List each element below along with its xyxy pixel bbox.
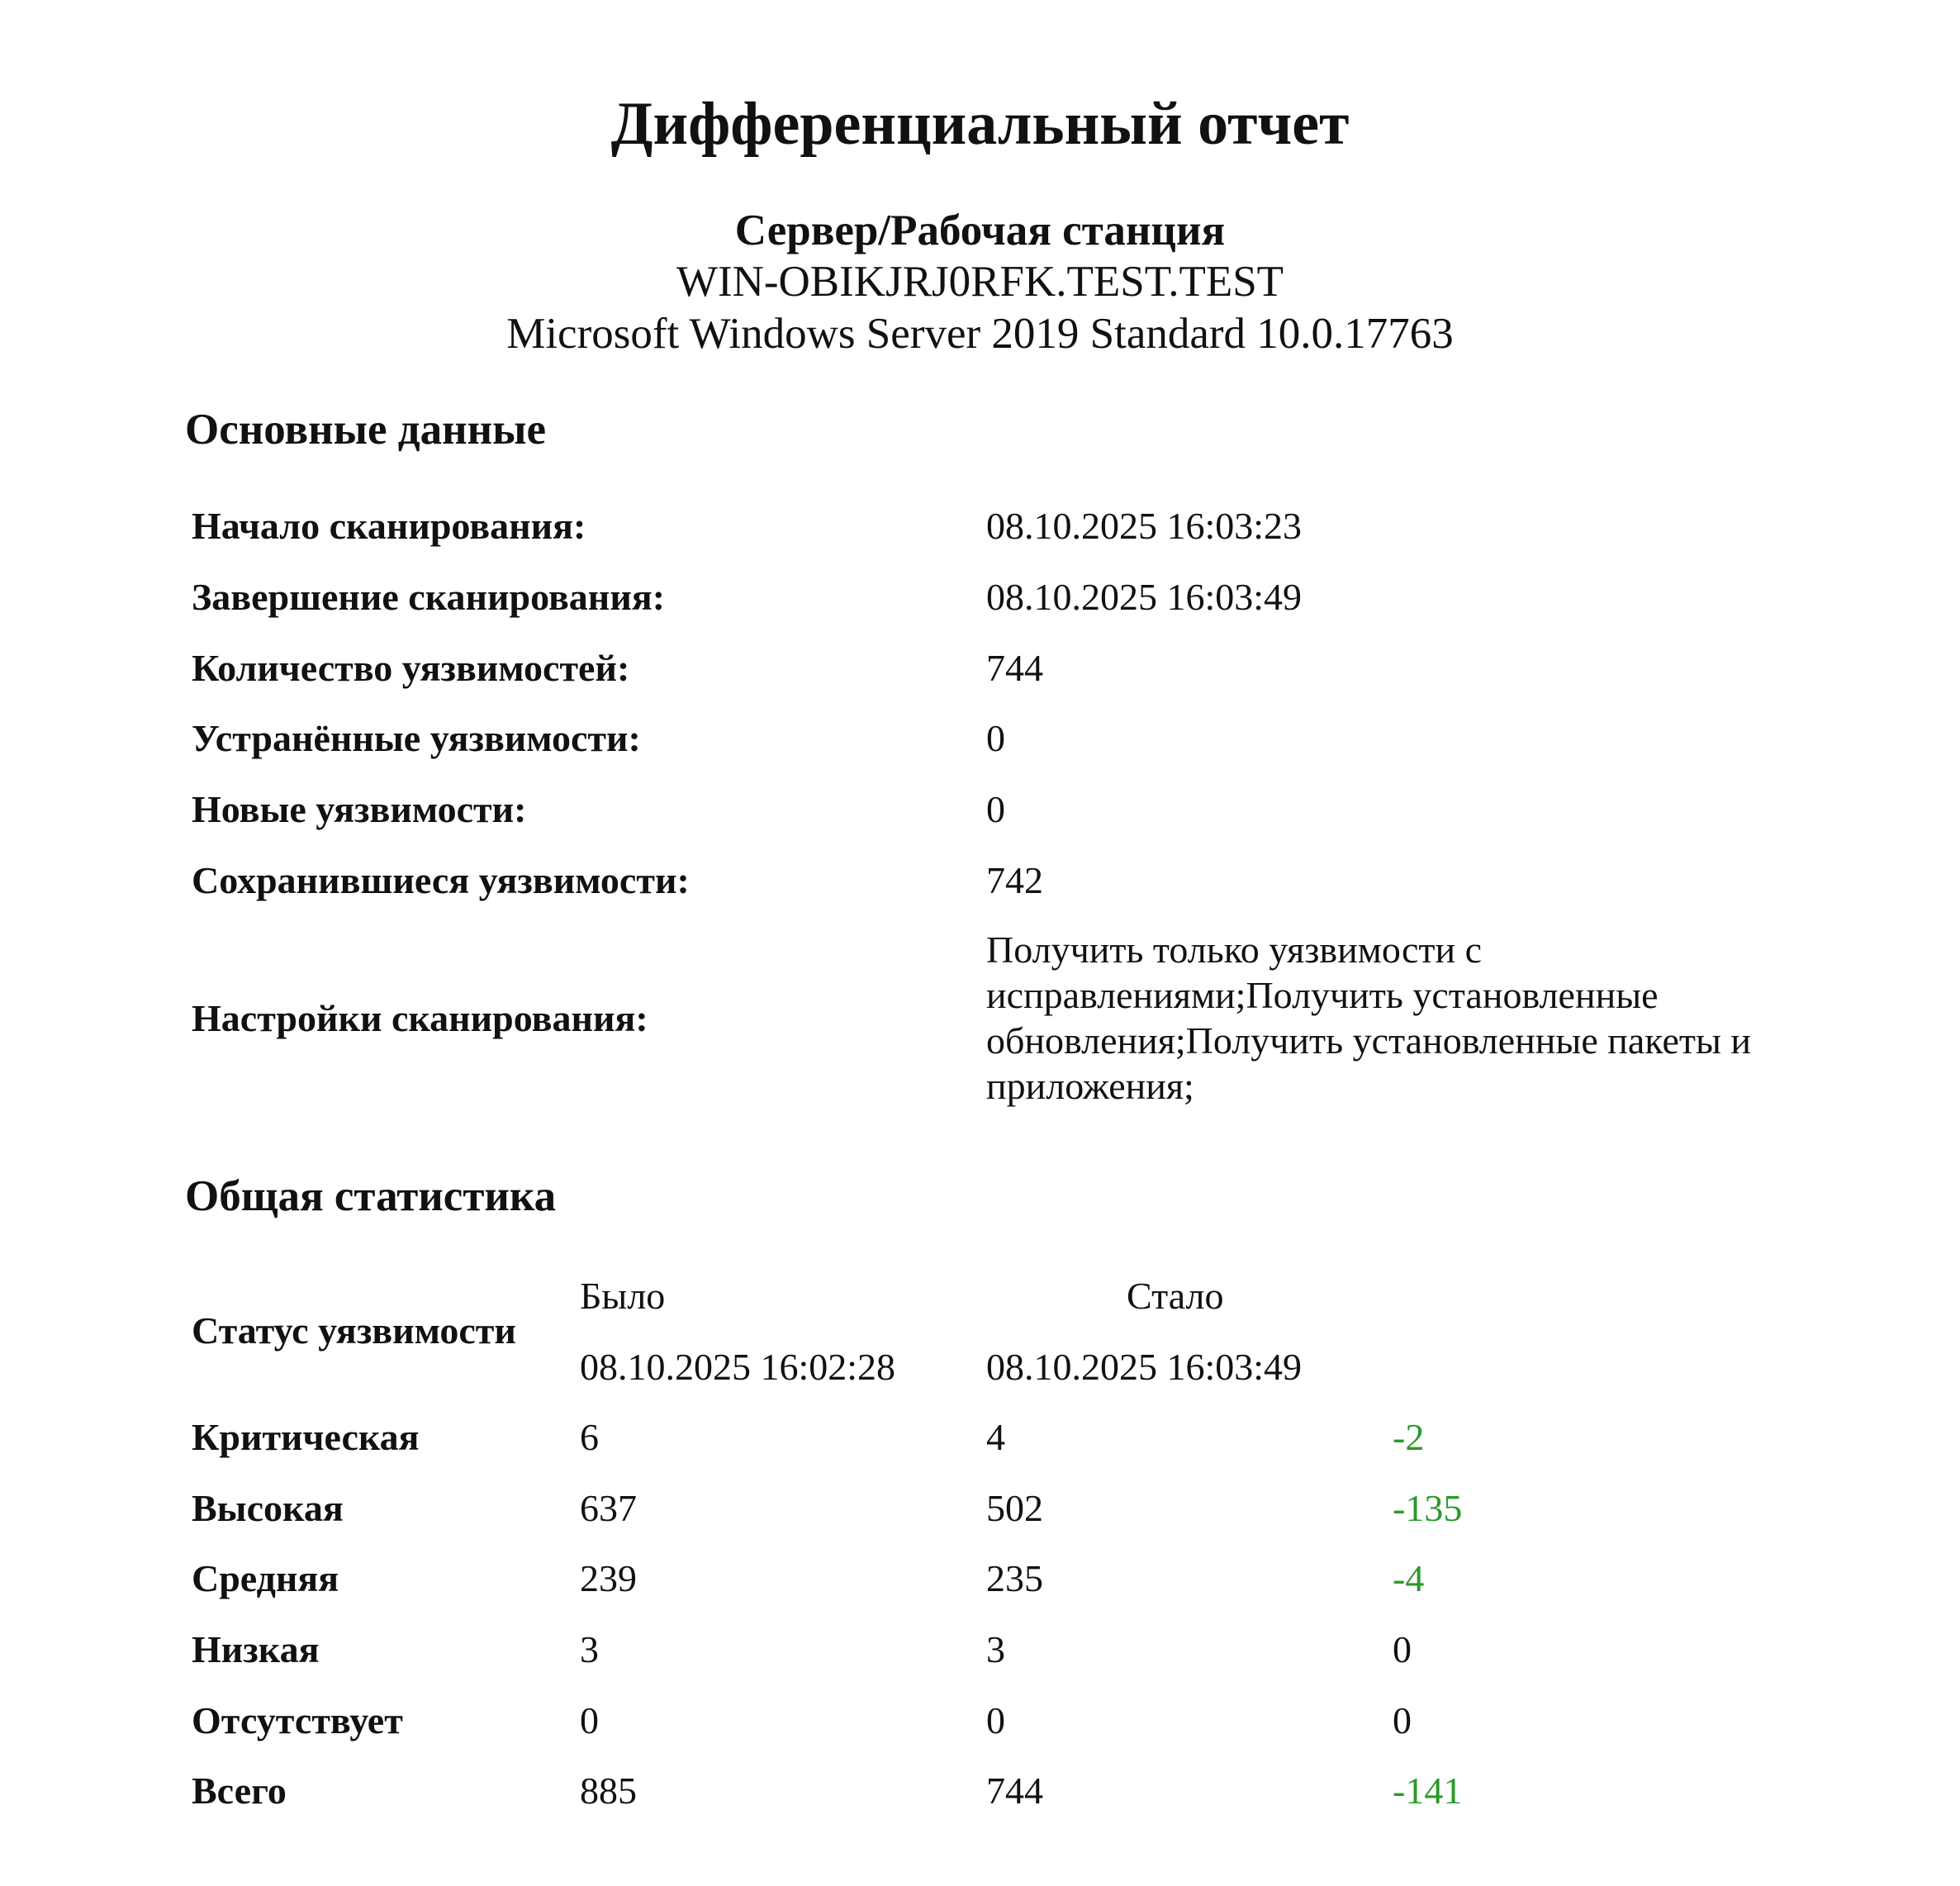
basic-row-label: Завершение сканирования: [192,576,666,618]
stats-row-label: Всего [192,1770,287,1812]
host-block [0,205,1960,360]
host-name: WIN-OBIKJRJ0RFK.TEST.TEST [676,258,1284,306]
stats-row-after: 744 [986,1770,1043,1812]
basic-row-label: Количество уязвимостей: [192,647,630,689]
stats-row-after: 4 [986,1416,1005,1458]
host-os: Microsoft Windows Server 2019 Standard 10.0.17763 [506,310,1454,358]
host-label: Сервер/Рабочая станция [734,207,1226,254]
stats-row-after: 0 [986,1699,1005,1741]
stats-row-delta: -4 [1393,1557,1425,1599]
stats-row-label: Критическая [192,1416,420,1458]
stats-row-delta: -2 [1393,1416,1425,1458]
stats-after-header: Стало [1127,1275,1224,1317]
stats-row-after: 235 [986,1557,1043,1599]
stats-status-header: Статус уязвимости [192,1309,516,1352]
basic-row-value: 08.10.2025 16:03:23 [986,505,1303,547]
stats-row-delta: -141 [1393,1770,1463,1812]
basic-row-label: Настройки сканирования: [192,997,648,1039]
stats-row-label: Низкая [192,1628,320,1670]
stats-row-before: 3 [580,1628,599,1670]
stats-row-delta: 0 [1393,1699,1412,1741]
stats-before-date: 08.10.2025 16:02:28 [580,1346,896,1388]
basic-row-value: 0 [986,717,1005,759]
basic-row-value: 0 [986,788,1005,830]
basic-row-value: 744 [986,647,1043,689]
basic-section-heading: Основные данные [185,406,547,454]
stats-row-label: Средняя [192,1557,339,1599]
basic-row-label: Сохранившиеся уязвимости: [192,859,690,901]
stats-section-heading: Общая статистика [185,1172,557,1220]
basic-row-label: Начало сканирования: [192,505,586,547]
stats-row-after: 502 [986,1487,1043,1529]
basic-row-label: Новые уязвимости: [192,788,527,830]
stats-row-before: 239 [580,1557,637,1599]
basic-row-value: 742 [986,859,1043,901]
stats-row-delta: -135 [1393,1487,1463,1529]
stats-row-label: Отсутствует [192,1699,403,1741]
stats-row-before: 885 [580,1770,637,1812]
report-title: Дифференциальный отчет [610,90,1350,158]
stats-row-delta: 0 [1393,1628,1412,1670]
stats-after-date: 08.10.2025 16:03:49 [986,1346,1303,1388]
scan-settings-value: Получить только уязвимости с исправлениями;Получить установленные обновления;Получить установленные пакеты и приложения; [986,929,1752,1107]
basic-row-label: Устранённые уязвимости: [192,717,641,759]
stats-row-after: 3 [986,1628,1005,1670]
stats-row-before: 637 [580,1487,637,1529]
stats-row-before: 6 [580,1416,599,1458]
stats-before-header: Было [580,1275,666,1317]
stats-row-label: Высокая [192,1487,344,1529]
basic-row-value: 08.10.2025 16:03:49 [986,576,1303,618]
stats-row-before: 0 [580,1699,599,1741]
